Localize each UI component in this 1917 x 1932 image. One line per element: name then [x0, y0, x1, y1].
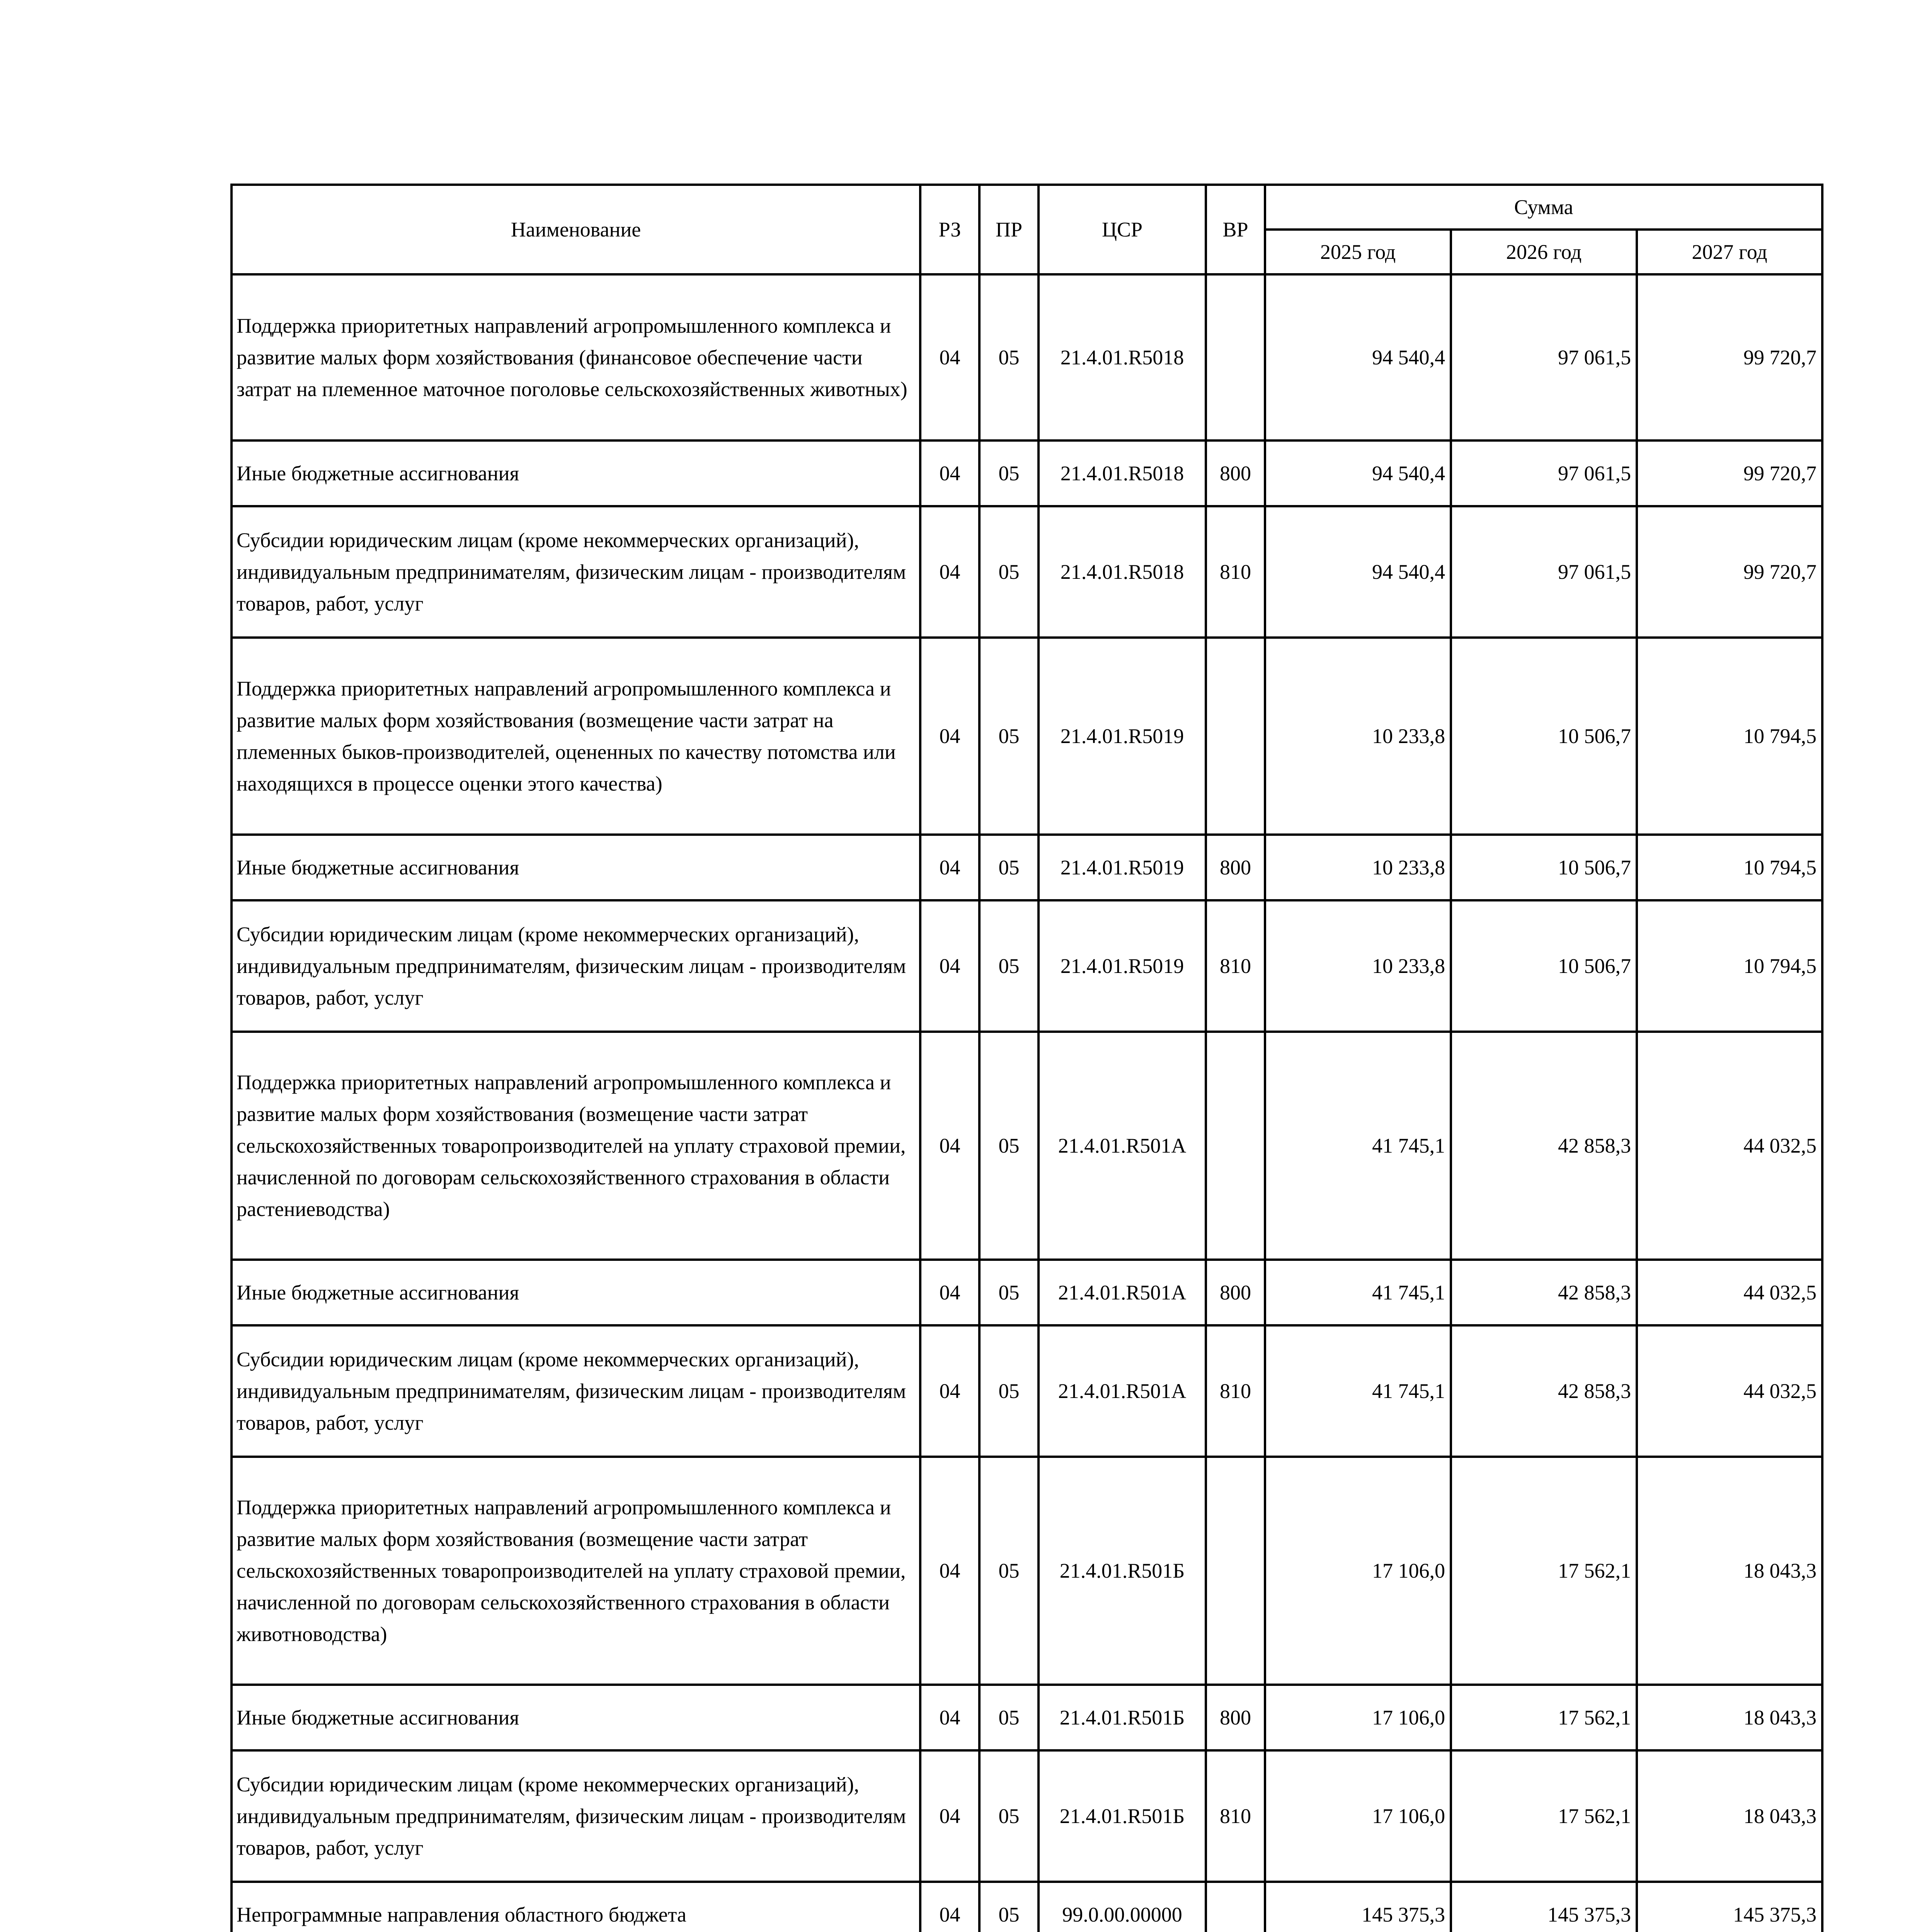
- header-vr: ВР: [1206, 185, 1265, 274]
- cell-pr: 05: [979, 638, 1039, 835]
- table-row: [232, 638, 1822, 835]
- cell-vr: 810: [1206, 1325, 1265, 1457]
- cell-year-2026: 10 506,7: [1451, 835, 1637, 900]
- cell-csr: 21.4.01.R5018: [1039, 506, 1206, 638]
- cell-year-2026: 17 562,1: [1451, 1457, 1637, 1685]
- header-year-2025: 2025 год: [1265, 230, 1451, 274]
- cell-vr: 810: [1206, 506, 1265, 638]
- cell-pr: 05: [979, 1457, 1039, 1685]
- table-row: [232, 835, 1822, 900]
- header-sum: Сумма: [1265, 185, 1822, 230]
- cell-year-2026: 10 506,7: [1451, 900, 1637, 1032]
- cell-year-2026: 97 061,5: [1451, 506, 1637, 638]
- cell-year-2027: 99 720,7: [1637, 506, 1822, 638]
- cell-year-2026: 10 506,7: [1451, 638, 1637, 835]
- cell-pr: 05: [979, 1685, 1039, 1750]
- cell-name: Субсидии юридическим лицам (кроме некоммерческих организаций), индивидуальным предпринимателям, физическим лицам - производителям товаров, работ, услуг: [232, 1325, 920, 1457]
- cell-year-2027: 99 720,7: [1637, 440, 1822, 506]
- cell-year-2025: 94 540,4: [1265, 274, 1451, 440]
- cell-name: Иные бюджетные ассигнования: [232, 835, 920, 900]
- cell-name: Поддержка приоритетных направлений агропромышленного комплекса и развитие малых форм хозяйствования (финансовое обеспечение части затрат на племенное маточное поголовье сельскохозяйственных животных): [232, 274, 920, 440]
- cell-year-2027: 10 794,5: [1637, 835, 1822, 900]
- cell-rz: 04: [920, 1750, 979, 1882]
- cell-name: Субсидии юридическим лицам (кроме некоммерческих организаций), индивидуальным предпринимателям, физическим лицам - производителям товаров, работ, услуг: [232, 1750, 920, 1882]
- cell-year-2026: 97 061,5: [1451, 274, 1637, 440]
- table-row: [232, 1457, 1822, 1685]
- cell-name: Иные бюджетные ассигнования: [232, 1260, 920, 1325]
- cell-rz: 04: [920, 440, 979, 506]
- cell-rz: 04: [920, 900, 979, 1032]
- cell-pr: 05: [979, 835, 1039, 900]
- cell-year-2025: 94 540,4: [1265, 440, 1451, 506]
- cell-year-2026: 42 858,3: [1451, 1260, 1637, 1325]
- cell-vr: [1206, 1457, 1265, 1685]
- cell-vr: 800: [1206, 835, 1265, 900]
- cell-year-2026: 145 375,3: [1451, 1882, 1637, 1932]
- table-row: [232, 1750, 1822, 1882]
- cell-csr: 21.4.01.R501Б: [1039, 1457, 1206, 1685]
- cell-vr: 800: [1206, 1260, 1265, 1325]
- cell-pr: 05: [979, 1325, 1039, 1457]
- table-row: [232, 1032, 1822, 1260]
- cell-pr: 05: [979, 440, 1039, 506]
- cell-vr: 800: [1206, 1685, 1265, 1750]
- table-row: [232, 506, 1822, 638]
- cell-vr: [1206, 638, 1265, 835]
- header-year-2027: 2027 год: [1637, 230, 1822, 274]
- cell-csr: 21.4.01.R501А: [1039, 1032, 1206, 1260]
- header-pr: ПР: [979, 185, 1039, 274]
- header-rz: РЗ: [920, 185, 979, 274]
- table-row: [232, 1260, 1822, 1325]
- cell-rz: 04: [920, 1325, 979, 1457]
- header-row-top: [232, 185, 1822, 230]
- cell-year-2025: 10 233,8: [1265, 900, 1451, 1032]
- cell-name: Непрограммные направления областного бюджета: [232, 1882, 920, 1932]
- cell-csr: 21.4.01.R5019: [1039, 900, 1206, 1032]
- cell-year-2025: 41 745,1: [1265, 1260, 1451, 1325]
- cell-year-2027: 18 043,3: [1637, 1457, 1822, 1685]
- cell-year-2025: 17 106,0: [1265, 1750, 1451, 1882]
- cell-csr: 21.4.01.R501А: [1039, 1260, 1206, 1325]
- cell-vr: 810: [1206, 1750, 1265, 1882]
- cell-vr: 810: [1206, 900, 1265, 1032]
- cell-year-2027: 145 375,3: [1637, 1882, 1822, 1932]
- cell-year-2025: 10 233,8: [1265, 638, 1451, 835]
- cell-name: Поддержка приоритетных направлений агропромышленного комплекса и развитие малых форм хозяйствования (возмещение части затрат сельскохозяйственных товаропроизводителей на уплату страховой премии, начисленной по договорам сельскохозяйственного страхования в области животноводства): [232, 1457, 920, 1685]
- cell-rz: 04: [920, 638, 979, 835]
- cell-rz: 04: [920, 274, 979, 440]
- table-row: [232, 1685, 1822, 1750]
- cell-year-2027: 44 032,5: [1637, 1260, 1822, 1325]
- cell-pr: 05: [979, 274, 1039, 440]
- cell-year-2026: 42 858,3: [1451, 1325, 1637, 1457]
- cell-name: Иные бюджетные ассигнования: [232, 1685, 920, 1750]
- cell-year-2025: 145 375,3: [1265, 1882, 1451, 1932]
- cell-csr: 21.4.01.R501Б: [1039, 1685, 1206, 1750]
- cell-pr: 05: [979, 900, 1039, 1032]
- cell-year-2025: 17 106,0: [1265, 1685, 1451, 1750]
- cell-rz: 04: [920, 1032, 979, 1260]
- cell-vr: 800: [1206, 440, 1265, 506]
- budget-table: [230, 184, 1823, 1932]
- table-row: [232, 440, 1822, 506]
- cell-rz: 04: [920, 1260, 979, 1325]
- cell-year-2027: 18 043,3: [1637, 1750, 1822, 1882]
- cell-year-2025: 94 540,4: [1265, 506, 1451, 638]
- cell-year-2027: 10 794,5: [1637, 900, 1822, 1032]
- cell-vr: [1206, 274, 1265, 440]
- cell-year-2025: 17 106,0: [1265, 1457, 1451, 1685]
- cell-rz: 04: [920, 1457, 979, 1685]
- cell-rz: 04: [920, 1685, 979, 1750]
- cell-csr: 21.4.01.R5019: [1039, 638, 1206, 835]
- cell-name: Иные бюджетные ассигнования: [232, 440, 920, 506]
- cell-year-2027: 18 043,3: [1637, 1685, 1822, 1750]
- cell-year-2026: 17 562,1: [1451, 1750, 1637, 1882]
- cell-pr: 05: [979, 506, 1039, 638]
- table-row: [232, 1325, 1822, 1457]
- cell-pr: 05: [979, 1032, 1039, 1260]
- cell-vr: [1206, 1882, 1265, 1932]
- cell-pr: 05: [979, 1750, 1039, 1882]
- cell-csr: 21.4.01.R5019: [1039, 835, 1206, 900]
- cell-rz: 04: [920, 1882, 979, 1932]
- budget-table-container: [230, 184, 1821, 1932]
- cell-year-2026: 17 562,1: [1451, 1685, 1637, 1750]
- cell-year-2026: 42 858,3: [1451, 1032, 1637, 1260]
- cell-year-2025: 10 233,8: [1265, 835, 1451, 900]
- cell-csr: 99.0.00.00000: [1039, 1882, 1206, 1932]
- table-row: [232, 900, 1822, 1032]
- cell-csr: 21.4.01.R501Б: [1039, 1750, 1206, 1882]
- cell-csr: 21.4.01.R5018: [1039, 440, 1206, 506]
- cell-pr: 05: [979, 1260, 1039, 1325]
- cell-year-2027: 44 032,5: [1637, 1325, 1822, 1457]
- header-csr: ЦСР: [1039, 185, 1206, 274]
- cell-year-2025: 41 745,1: [1265, 1032, 1451, 1260]
- cell-name: Поддержка приоритетных направлений агропромышленного комплекса и развитие малых форм хозяйствования (возмещение части затрат на племенных быков-производителей, оцененных по качеству потомства или находящихся в процессе оценки этого качества): [232, 638, 920, 835]
- cell-year-2027: 44 032,5: [1637, 1032, 1822, 1260]
- cell-vr: [1206, 1032, 1265, 1260]
- table-row: [232, 274, 1822, 440]
- cell-year-2025: 41 745,1: [1265, 1325, 1451, 1457]
- cell-csr: 21.4.01.R501А: [1039, 1325, 1206, 1457]
- cell-rz: 04: [920, 506, 979, 638]
- cell-year-2027: 99 720,7: [1637, 274, 1822, 440]
- cell-year-2027: 10 794,5: [1637, 638, 1822, 835]
- cell-csr: 21.4.01.R5018: [1039, 274, 1206, 440]
- cell-rz: 04: [920, 835, 979, 900]
- table-body: [232, 274, 1822, 1932]
- cell-year-2026: 97 061,5: [1451, 440, 1637, 506]
- header-year-2026: 2026 год: [1451, 230, 1637, 274]
- cell-name: Поддержка приоритетных направлений агропромышленного комплекса и развитие малых форм хозяйствования (возмещение части затрат сельскохозяйственных товаропроизводителей на уплату страховой премии, начисленной по договорам сельскохозяйственного страхования в области растениеводства): [232, 1032, 920, 1260]
- cell-name: Субсидии юридическим лицам (кроме некоммерческих организаций), индивидуальным предпринимателям, физическим лицам - производителям товаров, работ, услуг: [232, 900, 920, 1032]
- header-name: Наименование: [232, 185, 920, 274]
- cell-name: Субсидии юридическим лицам (кроме некоммерческих организаций), индивидуальным предпринимателям, физическим лицам - производителям товаров, работ, услуг: [232, 506, 920, 638]
- table-row: [232, 1882, 1822, 1932]
- cell-pr: 05: [979, 1882, 1039, 1932]
